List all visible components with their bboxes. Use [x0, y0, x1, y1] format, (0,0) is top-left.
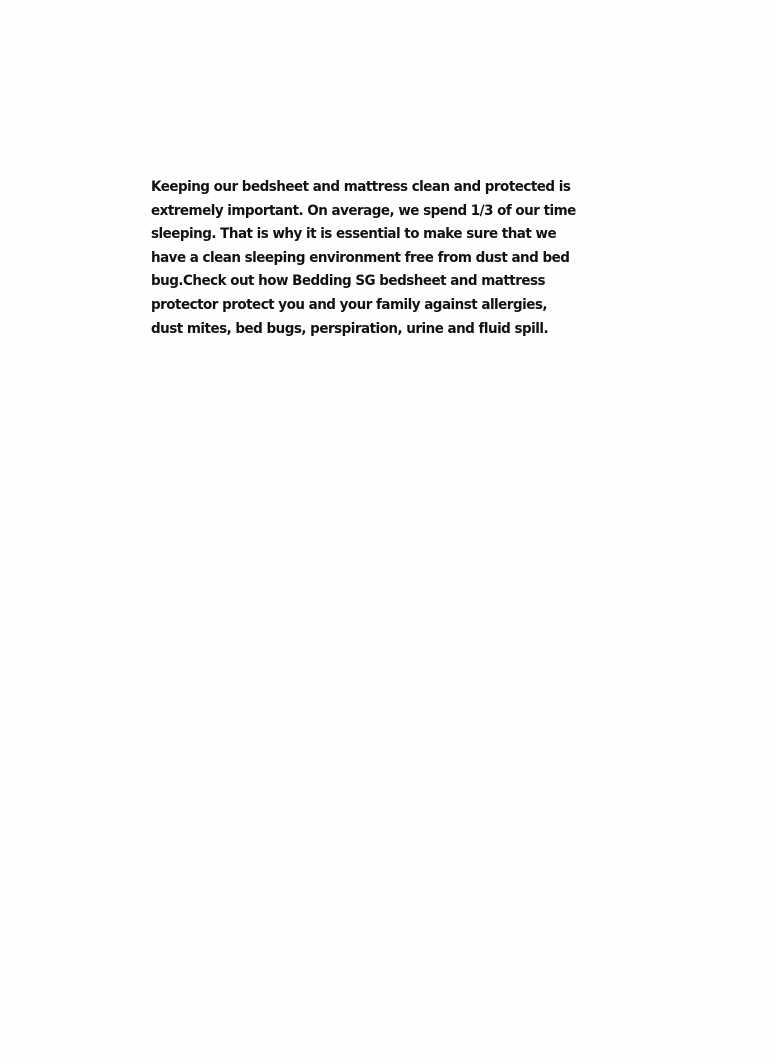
intro-paragraph: Keeping our bedsheet and mattress clean and protected is extremely important. On average, we spend 1/3 of our time sleeping. That is why it is essential to make sure that we have a clean sleeping environment free from dust and bed bug.Check out how Bedding SG bedsheet and mattress protector protect you and your family against allergies, dust mites, bed bugs, perspiration, urine and fluid spill. — [151, 179, 576, 337]
